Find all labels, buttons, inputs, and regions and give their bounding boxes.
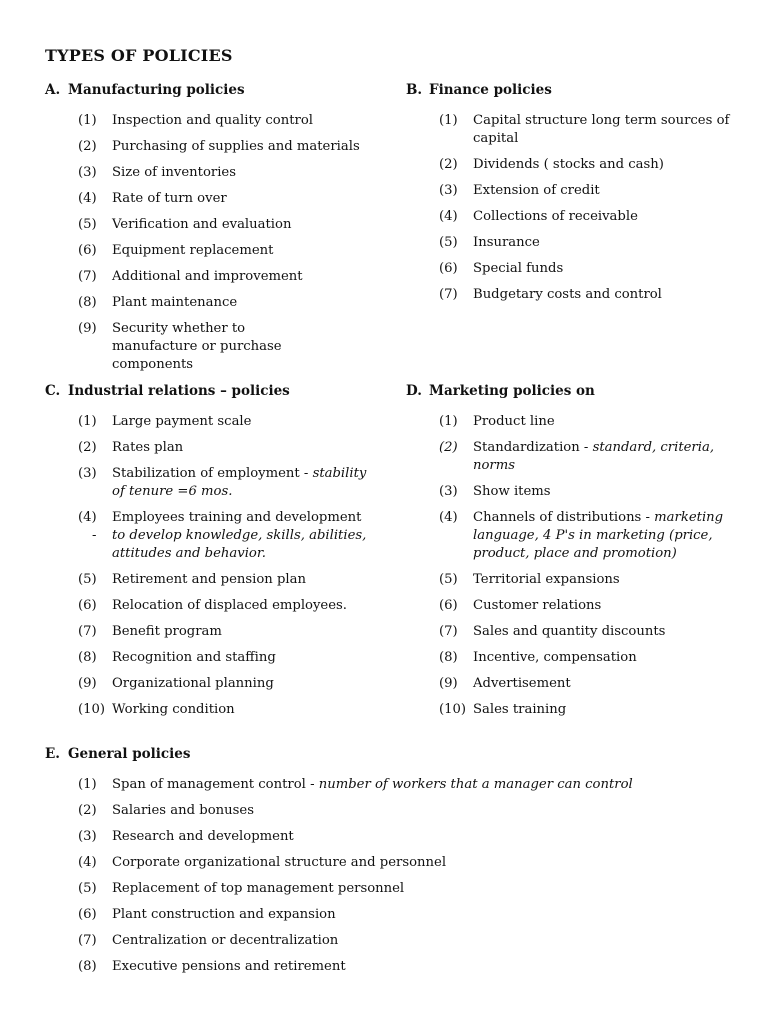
item-number: (5) <box>78 217 97 232</box>
item-text: Customer relations <box>473 598 602 613</box>
policy-list <box>45 112 375 374</box>
item-number: (4) <box>439 209 458 224</box>
list-item <box>45 439 375 457</box>
list-item <box>406 483 736 501</box>
list-item <box>45 906 725 924</box>
section-title: General policies <box>68 746 191 762</box>
sub-text: to develop knowledge, skills, abilities, attitudes and behavior. <box>112 528 367 561</box>
item-number: (5) <box>78 881 97 896</box>
section-general-policies <box>45 744 725 984</box>
item-text: Corporate organizational structure and personnel <box>112 855 447 870</box>
section-title: Industrial relations – policies <box>68 383 290 399</box>
list-item <box>406 260 736 278</box>
list-item <box>45 294 375 312</box>
section-title: Finance policies <box>429 82 552 98</box>
section-title: Marketing policies on <box>429 383 595 399</box>
item-text: Salaries and bonuses <box>112 803 254 818</box>
item-number: (7) <box>439 624 458 639</box>
list-item <box>45 268 375 286</box>
item-number: (5) <box>78 572 97 587</box>
item-number: (7) <box>78 933 97 948</box>
item-number: (3) <box>78 829 97 844</box>
section-industrial-relations-policies <box>45 381 375 727</box>
item-number: (7) <box>439 287 458 302</box>
item-text: Territorial expansions <box>473 572 620 587</box>
list-item <box>45 649 375 667</box>
item-text: Rate of turn over <box>112 191 227 206</box>
item-text: Span of management control - <box>112 777 319 792</box>
item-number: (9) <box>78 321 97 336</box>
item-description: marketing language, 4 P's in marketing (price, product, place and promotion) <box>473 510 724 561</box>
item-number: (6) <box>78 598 97 613</box>
list-item <box>45 880 725 898</box>
list-item <box>406 182 736 200</box>
item-number: (6) <box>78 243 97 258</box>
list-item <box>45 112 375 130</box>
list-item <box>406 675 736 693</box>
item-number: (7) <box>78 269 97 284</box>
item-text: Executive pensions and retirement <box>112 959 346 974</box>
list-item <box>406 413 736 431</box>
section-finance-policies <box>406 80 736 312</box>
item-text: Recognition and staffing <box>112 650 276 665</box>
section-heading <box>45 381 375 401</box>
list-item <box>45 138 375 156</box>
item-number: (6) <box>78 907 97 922</box>
item-number: (4) <box>78 855 97 870</box>
item-number: (9) <box>439 676 458 691</box>
section-letter: A. <box>45 82 61 98</box>
item-text: Purchasing of supplies and materials <box>112 139 360 154</box>
section-letter: E. <box>45 746 60 762</box>
item-text: Research and development <box>112 829 294 844</box>
section-letter: B. <box>406 82 423 98</box>
item-text: Working condition <box>112 702 235 717</box>
item-text: Budgetary costs and control <box>473 287 662 302</box>
list-item <box>45 828 725 846</box>
list-item <box>45 776 725 794</box>
item-text: Inspection and quality control <box>112 113 313 128</box>
list-item <box>45 216 375 234</box>
item-number: (2) <box>78 440 97 455</box>
item-number: (3) <box>78 165 97 180</box>
item-description: stability of tenure =6 mos. <box>112 466 367 499</box>
item-text: Channels of distributions - <box>473 510 655 525</box>
item-text: Security whether to manufacture or purchase components <box>112 321 282 372</box>
policy-list <box>45 413 375 719</box>
list-item <box>45 465 375 501</box>
item-number: (3) <box>78 466 97 481</box>
list-item <box>45 242 375 260</box>
item-text: Replacement of top management personnel <box>112 881 405 896</box>
policy-list <box>406 112 736 304</box>
section-heading <box>45 80 375 100</box>
item-text: Retirement and pension plan <box>112 572 307 587</box>
item-text: Capital structure long term sources of capital <box>473 113 730 146</box>
item-text: Rates plan <box>112 440 184 455</box>
section-letter: C. <box>45 383 61 399</box>
item-text: Extension of credit <box>473 183 600 198</box>
list-item <box>406 597 736 615</box>
list-item <box>45 932 725 950</box>
item-description: number of workers that a manager can control <box>318 777 633 792</box>
item-number: (6) <box>439 261 458 276</box>
item-text: Relocation of displaced employees. <box>112 598 347 613</box>
item-text: Dividends ( stocks and cash) <box>473 157 664 172</box>
item-text: Verification and evaluation <box>112 217 292 232</box>
item-number: (1) <box>78 113 97 128</box>
section-manufacturing-policies <box>45 80 375 382</box>
item-number: (4) <box>78 191 97 206</box>
list-item <box>45 571 375 589</box>
item-text: Standardization - <box>473 440 593 455</box>
item-description: standard, criteria, norms <box>473 440 715 473</box>
item-number: (5) <box>439 235 458 250</box>
item-number: (1) <box>78 777 97 792</box>
item-number: (4) <box>439 510 458 525</box>
list-item <box>45 509 375 563</box>
item-text: Sales training <box>473 702 567 717</box>
section-heading <box>406 80 736 100</box>
list-item <box>45 623 375 641</box>
item-number: (1) <box>78 414 97 429</box>
list-item <box>45 701 375 719</box>
item-text: Benefit program <box>112 624 222 639</box>
list-item <box>406 208 736 226</box>
item-text: Plant maintenance <box>112 295 238 310</box>
list-item <box>406 439 736 475</box>
sub-dash: - <box>92 528 97 543</box>
item-text: Additional and improvement <box>112 269 303 284</box>
item-text: Incentive, compensation <box>473 650 637 665</box>
item-number: (8) <box>78 295 97 310</box>
item-text: Large payment scale <box>112 414 252 429</box>
item-number: (1) <box>439 414 458 429</box>
item-number: (2) <box>78 139 97 154</box>
section-heading <box>406 381 736 401</box>
section-heading <box>45 744 725 764</box>
document-title: TYPES OF POLICIES <box>45 46 233 65</box>
item-number: (8) <box>78 650 97 665</box>
item-number: (10) <box>78 702 106 717</box>
section-marketing-policies <box>406 381 736 727</box>
item-number: (8) <box>439 650 458 665</box>
list-item <box>45 413 375 431</box>
item-number: (6) <box>439 598 458 613</box>
item-number: (1) <box>439 113 458 128</box>
item-text: Advertisement <box>473 676 571 691</box>
list-item <box>406 623 736 641</box>
item-text: Organizational planning <box>112 676 274 691</box>
item-number: (9) <box>78 676 97 691</box>
item-text: Size of inventories <box>112 165 236 180</box>
list-item <box>45 958 725 976</box>
item-number: (4) <box>78 510 97 525</box>
item-number: (7) <box>78 624 97 639</box>
item-number: (2) <box>439 157 458 172</box>
item-number: (2) <box>78 803 97 818</box>
item-number: (3) <box>439 183 458 198</box>
item-text: Insurance <box>473 235 540 250</box>
item-sub-description <box>92 527 375 563</box>
policy-list <box>45 776 725 976</box>
item-text: Sales and quantity discounts <box>473 624 666 639</box>
item-text: Stabilization of employment - <box>112 466 313 481</box>
list-item <box>406 509 736 563</box>
list-item <box>406 156 736 174</box>
list-item <box>45 854 725 872</box>
section-letter: D. <box>406 383 422 399</box>
item-number: (2) <box>439 440 458 455</box>
item-number: (3) <box>439 484 458 499</box>
list-item <box>406 701 736 719</box>
list-item <box>406 112 736 148</box>
list-item <box>45 675 375 693</box>
list-item <box>45 597 375 615</box>
item-text: Show items <box>473 484 551 499</box>
item-text: Collections of receivable <box>473 209 638 224</box>
item-text: Special funds <box>473 261 564 276</box>
list-item <box>406 649 736 667</box>
item-number: (10) <box>439 702 467 717</box>
list-item <box>406 571 736 589</box>
item-text: Equipment replacement <box>112 243 274 258</box>
list-item <box>45 320 375 374</box>
list-item <box>45 802 725 820</box>
item-text: Plant construction and expansion <box>112 907 336 922</box>
item-number: (8) <box>78 959 97 974</box>
list-item <box>45 190 375 208</box>
list-item <box>406 234 736 252</box>
policy-list <box>406 413 736 719</box>
item-number: (5) <box>439 572 458 587</box>
section-title: Manufacturing policies <box>68 82 245 98</box>
list-item <box>45 164 375 182</box>
item-text: Centralization or decentralization <box>112 933 339 948</box>
list-item <box>406 286 736 304</box>
item-text: Employees training and development <box>112 510 362 525</box>
item-text: Product line <box>473 414 555 429</box>
